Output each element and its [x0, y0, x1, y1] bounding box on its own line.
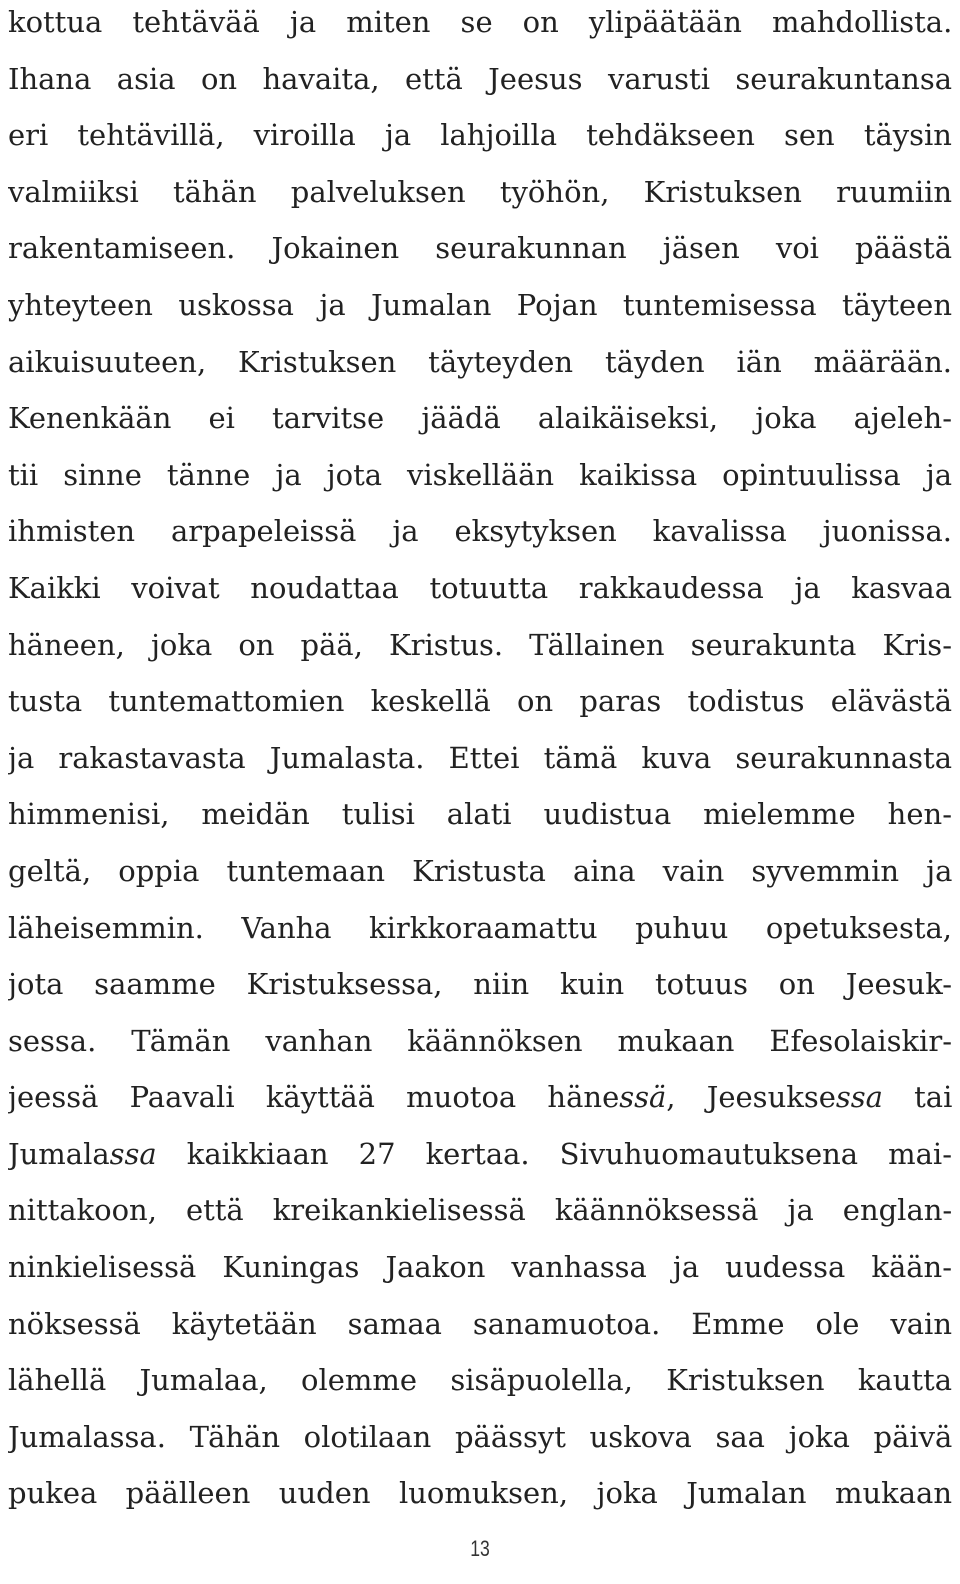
text-line: sessa. Tämän vanhan käännöksen mukaan Efesolaiskir- — [8, 1023, 952, 1058]
text-line: Kenenkään ei tarvitse jäädä alaikäiseksi, joka ajeleh- — [8, 401, 952, 436]
text-line: rakentamiseen. Jokainen seurakunnan jäsen voi päästä — [8, 231, 952, 266]
text-line: nöksessä käytetään samaa sanamuotoa. Emme ole vain — [8, 1306, 952, 1341]
text-segment: kaikkiaan 27 kertaa. Sivuhuomautuksena mai- — [156, 1136, 952, 1171]
text-line: läheisemmin. Vanha kirkkoraamattu puhuu opetuksesta, — [8, 910, 952, 945]
body-text — [8, 0, 952, 1522]
text-segment: jeessä Paavali käyttää muotoa häne — [8, 1080, 620, 1115]
text-line-with-italics — [8, 1126, 952, 1183]
text-line: ninkielisessä Kuningas Jaakon vanhassa ja uudessa kään- — [8, 1250, 952, 1285]
text-line: tusta tuntemattomien keskellä on paras todistus elävästä — [8, 684, 952, 719]
text-line: yhteyteen uskossa ja Jumalan Pojan tuntemisessa täyteen — [8, 287, 952, 322]
text-segment: tai — [882, 1080, 952, 1115]
text-line: pukea päälleen uuden luomuksen, joka Jumalan mukaan — [8, 1476, 952, 1511]
text-segment: , Jeesukse — [666, 1080, 836, 1115]
text-line: valmiiksi tähän palveluksen työhön, Kristuksen ruumiin — [8, 174, 952, 209]
text-line: Kaikki voivat noudattaa totuutta rakkaudessa ja kasvaa — [8, 570, 952, 605]
text-line: himmenisi, meidän tulisi alati uudistua mielemme hen- — [8, 797, 952, 832]
page-number: 13 — [470, 1536, 490, 1561]
italic-segment: ssä — [619, 1080, 667, 1115]
text-line: geltä, oppia tuntemaan Kristusta aina vain syvemmin ja — [8, 853, 952, 888]
text-line: lähellä Jumalaa, olemme sisäpuolella, Kristuksen kautta — [8, 1363, 952, 1398]
text-line: ja rakastavasta Jumalasta. Ettei tämä kuva seurakunnasta — [8, 740, 952, 775]
text-line-with-italics — [8, 1069, 952, 1126]
text-line: eri tehtävillä, viroilla ja lahjoilla tehdäkseen sen täysin — [8, 118, 952, 153]
text-line: ihmisten arpapeleissä ja eksytyksen kavalissa juonissa. — [8, 514, 952, 549]
text-line: Ihana asia on havaita, että Jeesus varusti seurakuntansa — [8, 61, 952, 96]
text-line: häneen, joka on pää, Kristus. Tällainen seurakunta Kris- — [8, 627, 952, 662]
italic-segment: ssa — [835, 1080, 883, 1115]
text-line: jota saamme Kristuksessa, niin kuin totuus on Jeesuk- — [8, 967, 952, 1002]
text-line: Jumalassa. Tähän olotilaan päässyt uskova saa joka päivä — [8, 1419, 952, 1454]
text-line: aikuisuuteen, Kristuksen täyteyden täyden iän määrään. — [8, 344, 952, 379]
text-line: kottua tehtävää ja miten se on ylipäätään mahdollista. — [8, 5, 952, 39]
text-line: tii sinne tänne ja jota viskellään kaikissa opintuulissa ja — [8, 457, 952, 492]
text-segment: Jumala — [8, 1136, 110, 1171]
text-line: nittakoon, että kreikankielisessä käännöksessä ja englan- — [8, 1193, 952, 1228]
italic-segment: ssa — [109, 1136, 157, 1171]
